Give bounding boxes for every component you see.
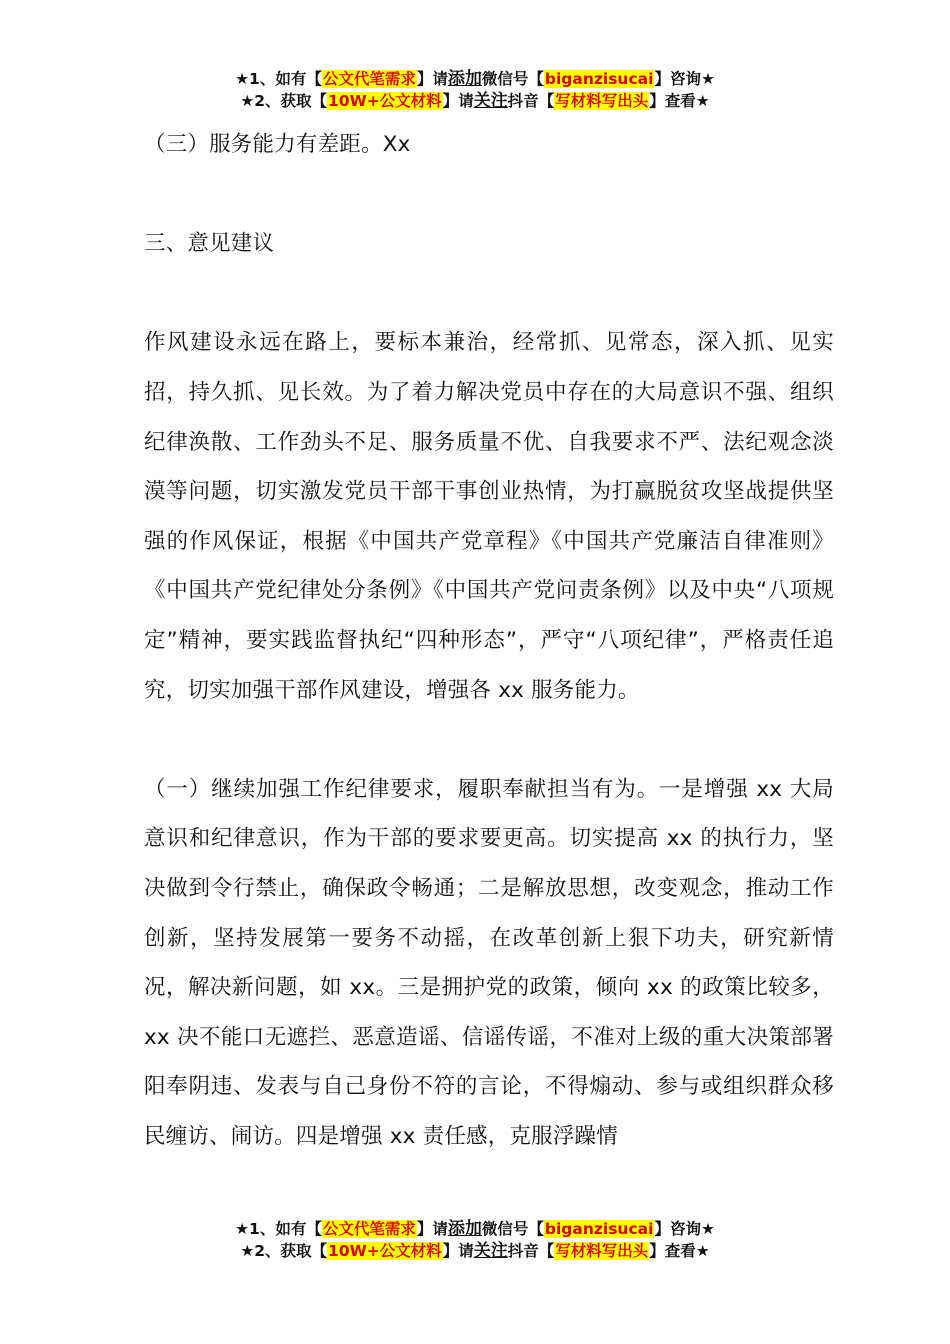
highlight-wechat-id: biganzisucai: [544, 70, 654, 88]
highlight-materials: 10W+公文材料: [328, 92, 442, 110]
banner-line-1: [0, 68, 950, 90]
underline-add: 添加: [447, 1219, 482, 1239]
banner-text: 】请: [416, 70, 448, 88]
paragraph-discipline: （一）继续加强工作纪律要求，履职奉献担当有为。一是增强 xx 大局意识和纪律意识，作为干部的要求要更高。切实提高 xx 的执行力，坚决做到令行禁止，确保政令畅通；二是解放思想，改变观念，推动工作创新，坚持发展第一要务不动摇，在改革创新上狠下功夫，研究新情况，解决新问题，如 xx。三是拥护党的政策，倾向 xx 的政策比较多，xx 决不能口无遮拦、恶意造谣、信谣传谣，不准对上级的重大决策部署阳奉阴违、发表与自己身份不符的言论，不得煽动、参与或组织群众移民缠访、闹访。四是增强 xx 责任感，克服浮躁情: [144, 776, 834, 1149]
highlight-service: 公文代笔需求: [322, 70, 416, 88]
paragraph-suggestions: 作风建设永远在路上，要标本兼治，经常抓、见常态，深入抓、见实招，持久抓、见长效。为了着力解决党员中存在的大局意识不强、组织纪律涣散、工作劲头不足、服务质量不优、自我要求不严、法纪观念淡漠等问题，切实激发党员干部干事创业热情，为打赢脱贫攻坚战提供坚强的作风保证，根据《中国共产党章程》《中国共产党廉洁自律准则》《中国共产党纪律处分条例》《中国共产党问责条例》以及中央“八项规定”精神，要实践监督执纪“四种形态”，严守“八项纪律”，严格责任追究，切实加强干部作风建设，增强各 xx 服务能力。: [144, 330, 834, 703]
banner-text: 】查看★: [649, 92, 710, 110]
footer-line-1: [0, 1218, 950, 1240]
footer-banner: [0, 1218, 950, 1262]
banner-text: 抖音【: [507, 1242, 555, 1260]
banner-text: 微信号【: [481, 70, 544, 88]
banner-text: 】查看★: [649, 1242, 710, 1260]
banner-text: ★1、如有【: [235, 1220, 322, 1238]
highlight-douyin: 写材料写出头: [555, 92, 649, 110]
highlight-service: 公文代笔需求: [322, 1220, 416, 1238]
banner-text: ★1、如有【: [235, 70, 322, 88]
banner-text: ★2、获取【: [240, 92, 328, 110]
banner-text: 】咨询★: [654, 70, 715, 88]
banner-text: ★2、获取【: [240, 1242, 328, 1260]
document-body: [144, 120, 834, 1161]
header-banner: [0, 68, 950, 112]
banner-text: 】咨询★: [654, 1220, 715, 1238]
highlight-wechat-id: biganzisucai: [544, 1220, 654, 1238]
banner-text: 抖音【: [507, 92, 555, 110]
underline-follow: 关注: [473, 91, 508, 111]
underline-add: 添加: [447, 69, 482, 89]
heading-service-gap: （三）服务能力有差距。Xx: [144, 132, 411, 157]
highlight-materials: 10W+公文材料: [328, 1242, 442, 1260]
banner-text: 微信号【: [481, 1220, 544, 1238]
section-title: 三、意见建议: [144, 231, 275, 257]
banner-line-2: [0, 90, 950, 112]
banner-text: 】请: [442, 92, 474, 110]
banner-text: 】请: [416, 1220, 448, 1238]
footer-line-2: [0, 1240, 950, 1262]
banner-text: 】请: [442, 1242, 474, 1260]
underline-follow: 关注: [473, 1241, 508, 1261]
highlight-douyin: 写材料写出头: [555, 1242, 649, 1260]
